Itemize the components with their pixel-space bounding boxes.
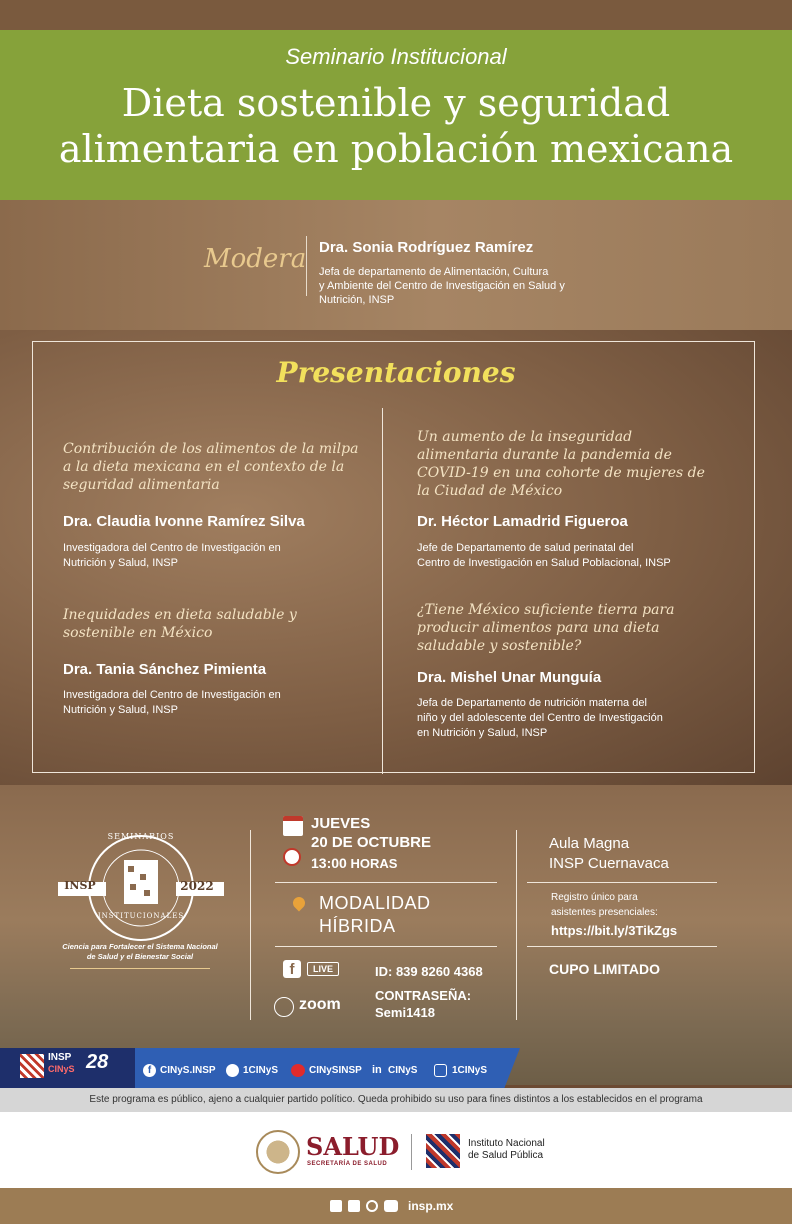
cupo-limitado: CUPO LIMITADO [549,961,660,977]
title-line-2: alimentaria en población mexicana [58,127,734,171]
live-badge: LIVE [307,962,339,976]
zoom-label: zoom [299,996,341,1013]
password-value: Semi1418 [375,1005,435,1020]
divider [527,882,717,883]
presentation-topic: Un aumento de la inseguridad alimentaria durante la pandemia de COVID-19 en una cohorte de mujeres de la Ciudad de México [417,429,705,499]
facebook-icon[interactable]: f [143,1064,156,1077]
modality-line-2: HÍBRIDA [319,916,396,936]
youtube-icon[interactable] [384,1200,398,1212]
seminar-kicker: Seminario Institucional [285,44,507,69]
moderator-label: Modera [204,244,307,274]
disclaimer-text: Este programa es público, ajeno a cualquier partido político. Queda prohibido su uso para fines distintos a los establecidos en el programa [89,1094,703,1105]
seal-year: 2022 [180,879,214,893]
meeting-id: ID: 839 8260 4368 [375,964,483,979]
cinys-logo-text: CINyS [48,1064,75,1074]
presentations-column-divider [382,408,383,774]
insp-logo-text: Instituto Nacional de Salud Pública [468,1138,545,1161]
presentation-card [63,440,363,494]
presenter-role: Jefa de Departamento de nutrición materna del niño y del adolescente del Centro de Investigación en Nutrición y Salud, INSP [417,697,663,739]
website-link[interactable]: insp.mx [408,1199,454,1213]
clock-icon [283,848,301,866]
registration-note: Registro único para asistentes presenciales: [551,892,658,918]
top-strip [0,0,792,30]
event-day: JUEVES [311,815,371,832]
presentations-title: Presentaciones [276,356,516,389]
seal-insp: INSP [64,879,96,892]
event-date: 20 DE OCTUBRE [311,834,432,851]
insp-logo-text: INSP [48,1052,72,1063]
modality-line-1: MODALIDAD [319,893,431,913]
seal-arc-top: SEMINARIOS [107,832,175,841]
presentation-topic: Inequidades en dieta saludable y sostenible en México [63,607,297,641]
venue-line-2: INSP Cuernavaca [549,855,669,872]
presenter-role: Investigadora del Centro de Investigación en Nutrición y Salud, INSP [63,689,281,716]
presenter-name: Dr. Héctor Lamadrid Figueroa [417,513,628,530]
presenter-name: Dra. Tania Sánchez Pimienta [63,661,267,678]
divider [250,830,251,1020]
presentation-topic: Contribución de los alimentos de la milpa a la dieta mexicana en el contexto de la seguridad alimentaria [63,441,359,493]
mexico-coat-of-arms-icon [256,1130,300,1174]
moderator-divider [306,236,307,296]
presentation-topic: ¿Tiene México suficiente tierra para producir alimentos para una dieta saludable y sostenible? [417,602,675,654]
linkedin-icon[interactable]: in [372,1064,382,1076]
moderator-name: Dra. Sonia Rodríguez Ramírez [319,239,534,256]
moderator-role: Jefa de departamento de Alimentación, Cultura y Ambiente del Centro de Investigación en Salud y Nutrición, INSP [319,266,565,306]
social-handle[interactable]: CINyS.INSP [160,1065,216,1076]
twitter-icon[interactable] [348,1200,360,1212]
event-time: 13:00 HORAS [311,855,398,871]
presenter-name: Dra. Mishel Unar Munguía [417,669,602,686]
instagram-icon[interactable] [366,1200,378,1212]
social-handle[interactable]: CINySINSP [309,1065,362,1076]
divider [275,946,497,947]
cinys-anniversary-number: 28 [86,1051,109,1073]
salud-logo-subtext: SECRETARÍA DE SALUD [307,1161,388,1167]
facebook-live-icon: f [283,960,301,978]
insp-logo-icon [20,1054,44,1078]
title-line-1: Dieta sostenible y seguridad [121,81,671,125]
instagram-icon[interactable] [434,1064,447,1077]
zoom-icon [274,997,294,1017]
divider [411,1134,412,1170]
divider [527,946,717,947]
password-label: CONTRASEÑA: [375,988,472,1003]
presenter-name: Dra. Claudia Ivonne Ramírez Silva [63,513,305,530]
presenter-role: Jefe de Departamento de salud perinatal del Centro de Investigación en Salud Poblacional, INSP [417,542,671,569]
insp-logo-icon [426,1134,460,1168]
youtube-icon[interactable] [291,1064,305,1077]
seal-arc-bottom: INSTITUCIONALES [97,912,185,920]
calendar-icon [283,816,303,836]
page-title [0,80,792,172]
social-handle[interactable]: 1CINyS [243,1065,279,1076]
twitter-icon[interactable] [226,1064,239,1077]
social-handle[interactable]: CINyS [388,1065,418,1076]
presenter-role: Investigadora del Centro de Investigación en Nutrición y Salud, INSP [63,542,281,569]
salud-logo-text: SALUD [306,1132,400,1161]
seal-tagline: Ciencia para Fortalecer el Sistema Nacional de Salud y el Bienestar Social [62,942,218,961]
registration-link[interactable]: https://bit.ly/3TikZgs [551,923,678,938]
divider [275,882,497,883]
social-handle[interactable]: 1CINyS [452,1065,488,1076]
seal-underline [70,968,210,969]
venue-line-1: Aula Magna [549,835,630,852]
divider [516,830,517,1020]
facebook-icon[interactable] [330,1200,342,1212]
